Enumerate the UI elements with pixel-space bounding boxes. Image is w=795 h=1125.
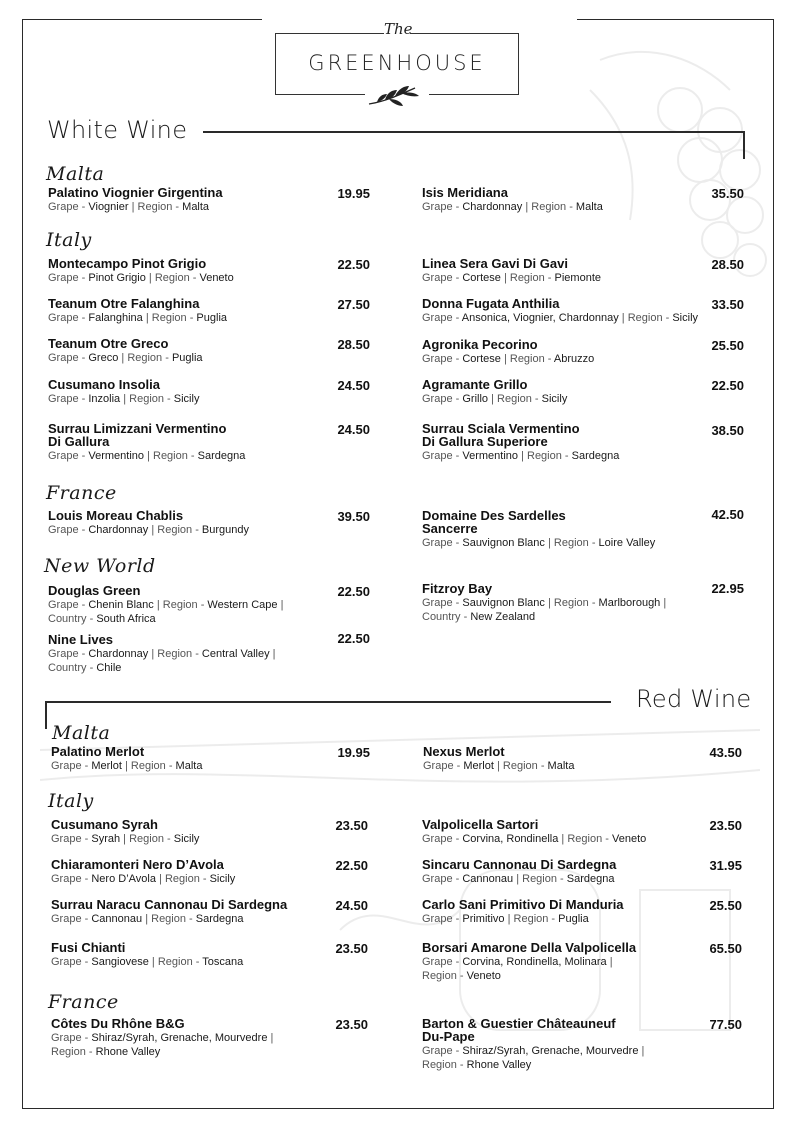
- wine-details: Grape - Nero D’Avola | Region - Sicily: [51, 873, 236, 885]
- wine-price: 24.50: [337, 378, 370, 393]
- wine-name: Carlo Sani Primitivo Di Manduria: [422, 897, 624, 912]
- white-wine-title: White Wine: [47, 116, 188, 144]
- wine-details: Grape - Corvina, Rondinella, Molinara | Region - Veneto: [422, 956, 613, 982]
- region-heading-malta: Malta: [46, 163, 105, 185]
- wine-price: 23.50: [335, 818, 368, 833]
- wine-item: [48, 257, 234, 285]
- wine-item: [48, 509, 249, 537]
- wine-details: Grape - Cannonau | Region - Sardegna: [422, 873, 615, 885]
- wine-name: Nexus Merlot: [423, 744, 505, 759]
- wine-name: Fitzroy Bay: [422, 581, 493, 596]
- wine-price: 28.50: [711, 257, 744, 272]
- wine-name-line2: Di Gallura Superiore: [422, 434, 548, 449]
- wine-price: 35.50: [711, 186, 744, 201]
- wine-details: Grape - Chardonnay | Region - Burgundy: [48, 524, 250, 536]
- logo-the: The: [384, 20, 413, 38]
- wine-item: [422, 941, 636, 983]
- wine-name: Louis Moreau Chablis: [48, 508, 184, 523]
- wine-price: 22.50: [335, 858, 368, 873]
- wine-details: Grape - Shiraz/Syrah, Grenache, Mourvedre | Region - Rhone Valley: [422, 1045, 645, 1071]
- wine-name: Valpolicella Sartori: [422, 817, 539, 832]
- wine-name: Montecampo Pinot Grigio: [48, 256, 207, 271]
- white-wine-rule-end: [743, 131, 745, 159]
- wine-details: Grape - Sangiovese | Region - Toscana: [51, 956, 244, 968]
- region-heading-new-world: New World: [44, 555, 156, 577]
- wine-price: 25.50: [709, 898, 742, 913]
- wine-item: [423, 745, 574, 773]
- wine-item: [51, 818, 199, 846]
- wine-item: [422, 582, 666, 624]
- wine-item: [51, 745, 202, 773]
- wine-item: [422, 1017, 644, 1072]
- wine-price: 38.50: [711, 423, 744, 438]
- wine-details: Grape - Syrah | Region - Sicily: [51, 833, 200, 845]
- wine-details: Grape - Corvina, Rondinella | Region - Veneto: [422, 833, 647, 845]
- wine-name: Cusumano Insolia: [48, 377, 160, 392]
- wine-price: 33.50: [711, 297, 744, 312]
- wine-details: Grape - Pinot Grigio | Region - Veneto: [48, 272, 234, 284]
- wine-name: Côtes Du Rhône B&G: [51, 1016, 185, 1031]
- wine-name: Linea Sera Gavi Di Gavi: [422, 256, 568, 271]
- wine-price: 23.50: [335, 941, 368, 956]
- wine-item: [422, 297, 698, 325]
- wine-item: [48, 584, 283, 626]
- olive-branch-icon: [365, 82, 429, 110]
- wine-details: Grape - Vermentino | Region - Sardegna: [422, 450, 620, 462]
- wine-price: 25.50: [711, 338, 744, 353]
- wine-details: Grape - Grillo | Region - Sicily: [422, 393, 568, 405]
- wine-name: Surrau Naracu Cannonau Di Sardegna: [51, 897, 288, 912]
- wine-price: 24.50: [335, 898, 368, 913]
- wine-price: 39.50: [337, 509, 370, 524]
- wine-item: [422, 818, 646, 846]
- wine-item: [51, 858, 235, 886]
- wine-price: 28.50: [337, 337, 370, 352]
- wine-details: Grape - Viognier | Region - Malta: [48, 201, 210, 213]
- wine-details: Grape - Cortese | Region - Piemonte: [422, 272, 601, 284]
- wine-details: Grape - Chardonnay | Region - Central Valley | Country - Chile: [48, 648, 276, 674]
- wine-details: Grape - Ansonica, Viognier, Chardonnay | Region - Sicily: [422, 312, 699, 324]
- wine-item: [422, 422, 619, 463]
- region-heading-italy: Italy: [48, 790, 94, 812]
- wine-name: Douglas Green: [48, 583, 141, 598]
- wine-price: 27.50: [337, 297, 370, 312]
- wine-item: [48, 337, 203, 365]
- red-wine-rule-end: [45, 701, 47, 729]
- wine-details: Grape - Merlot | Region - Malta: [51, 760, 203, 772]
- wine-item: [422, 509, 655, 550]
- wine-price: 19.95: [337, 186, 370, 201]
- wine-name: Agronika Pecorino: [422, 337, 538, 352]
- wine-item: [48, 186, 223, 214]
- wine-name: Cusumano Syrah: [51, 817, 158, 832]
- wine-item: [422, 858, 616, 886]
- wine-name: Agramante Grillo: [422, 377, 528, 392]
- wine-name: Sincaru Cannonau Di Sardegna: [422, 857, 617, 872]
- wine-details: Grape - Falanghina | Region - Puglia: [48, 312, 227, 324]
- wine-details: Grape - Sauvignon Blanc | Region - Loire Valley: [422, 537, 656, 549]
- wine-item: [48, 378, 199, 406]
- wine-details: Grape - Cortese | Region - Abruzzo: [422, 353, 595, 365]
- wine-price: 42.50: [711, 507, 744, 522]
- region-heading-france: France: [46, 482, 117, 504]
- wine-item: [48, 297, 227, 325]
- wine-item: [48, 633, 276, 675]
- wine-price: 22.95: [711, 581, 744, 596]
- white-wine-rule: [203, 131, 744, 133]
- wine-name: Barton & Guestier Châteauneuf: [422, 1016, 616, 1031]
- wine-name: Donna Fugata Anthilia: [422, 296, 560, 311]
- wine-name: Palatino Merlot: [51, 744, 145, 759]
- wine-item: [422, 257, 601, 285]
- wine-name-line2: Di Gallura: [48, 434, 110, 449]
- red-wine-title: Red Wine: [636, 685, 752, 713]
- region-heading-france: France: [48, 991, 119, 1013]
- frame-gap: [262, 12, 577, 28]
- wine-name: Palatino Viognier Girgentina: [48, 185, 223, 200]
- wine-price: 22.50: [337, 631, 370, 646]
- wine-item: [422, 378, 567, 406]
- wine-name-line2: Du-Pape: [422, 1029, 475, 1044]
- wine-price: 77.50: [709, 1017, 742, 1032]
- wine-details: Grape - Sauvignon Blanc | Region - Marlborough | Country - New Zealand: [422, 597, 667, 623]
- wine-details: Grape - Greco | Region - Puglia: [48, 352, 203, 364]
- wine-details: Grape - Chenin Blanc | Region - Western Cape | Country - South Africa: [48, 599, 284, 625]
- wine-name: Fusi Chianti: [51, 940, 126, 955]
- wine-price: 65.50: [709, 941, 742, 956]
- wine-item: [422, 338, 594, 366]
- wine-details: Grape - Shiraz/Syrah, Grenache, Mourvedre | Region - Rhone Valley: [51, 1032, 274, 1058]
- wine-price: 22.50: [337, 257, 370, 272]
- wine-item: [51, 1017, 273, 1059]
- wine-price: 23.50: [709, 818, 742, 833]
- red-wine-rule: [45, 701, 611, 703]
- wine-name: Surrau Limizzani Vermentino: [48, 421, 227, 436]
- region-heading-malta: Malta: [52, 722, 111, 744]
- wine-details: Grape - Chardonnay | Region - Malta: [422, 201, 603, 213]
- wine-price: 22.50: [711, 378, 744, 393]
- wine-price: 24.50: [337, 422, 370, 437]
- wine-name: Borsari Amarone Della Valpolicella: [422, 940, 637, 955]
- wine-name: Surrau Sciala Vermentino: [422, 421, 580, 436]
- wine-name-line2: Sancerre: [422, 521, 478, 536]
- wine-item: [422, 186, 603, 214]
- wine-price: 22.50: [337, 584, 370, 599]
- wine-price: 23.50: [335, 1017, 368, 1032]
- wine-price: 19.95: [337, 745, 370, 760]
- wine-price: 31.95: [709, 858, 742, 873]
- wine-item: [51, 898, 287, 926]
- wine-name: Teanum Otre Greco: [48, 336, 169, 351]
- region-heading-italy: Italy: [46, 229, 92, 251]
- wine-item: [422, 898, 624, 926]
- wine-price: 43.50: [709, 745, 742, 760]
- wine-name: Domaine Des Sardelles: [422, 508, 566, 523]
- wine-name: Isis Meridiana: [422, 185, 508, 200]
- wine-details: Grape - Cannonau | Region - Sardegna: [51, 913, 244, 925]
- wine-name: Teanum Otre Falanghina: [48, 296, 200, 311]
- logo-name: GREENHOUSE: [308, 51, 486, 75]
- wine-name: Nine Lives: [48, 632, 114, 647]
- wine-item: [48, 422, 245, 463]
- wine-name: Chiaramonteri Nero D’Avola: [51, 857, 224, 872]
- wine-details: Grape - Vermentino | Region - Sardegna: [48, 450, 246, 462]
- wine-details: Grape - Merlot | Region - Malta: [423, 760, 575, 772]
- wine-details: Grape - Primitivo | Region - Puglia: [422, 913, 589, 925]
- wine-item: [51, 941, 243, 969]
- wine-details: Grape - Inzolia | Region - Sicily: [48, 393, 200, 405]
